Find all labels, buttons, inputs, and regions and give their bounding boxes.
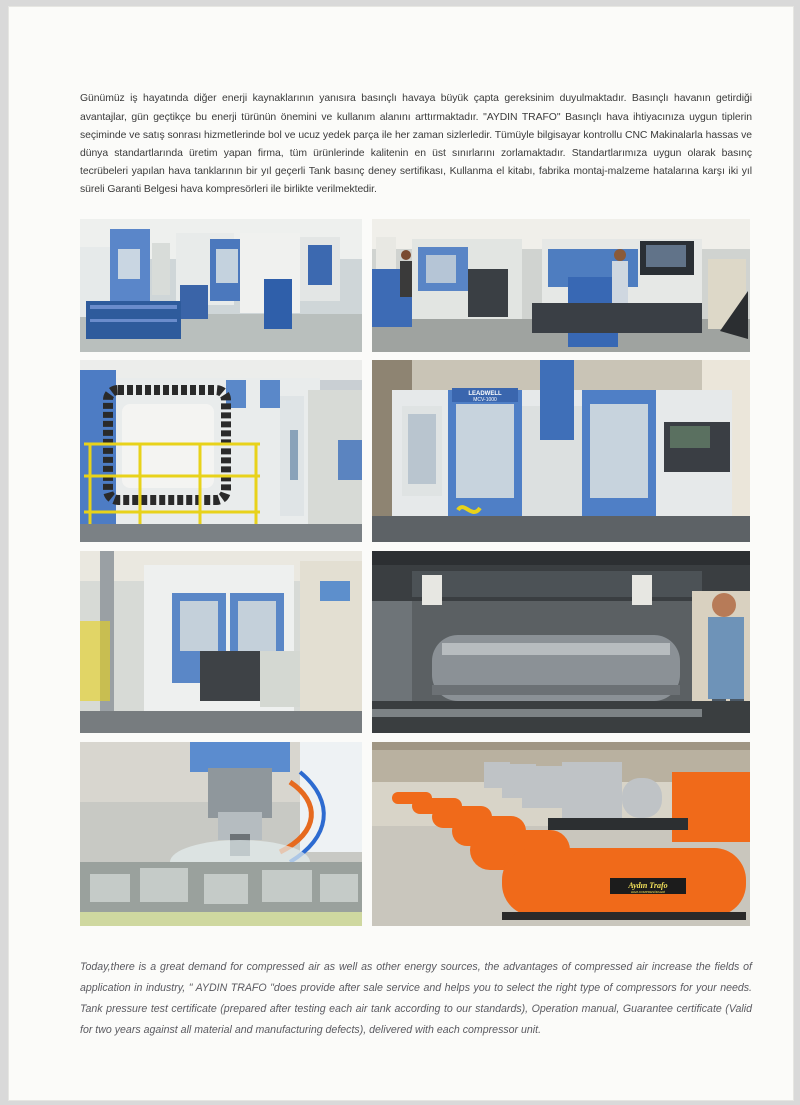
- brochure-page: [8, 6, 794, 1101]
- svg-text:LEADWELL: LEADWELL: [468, 391, 502, 397]
- english-paragraph: Today,there is a great demand for compressed air as well as other energy sources, the advantages of compressed air increase the fields of application in industry, " AYDIN TRAFO "does provide after sale service and helps you to select the right type of compressors for your needs. Tank pressure test certificate (prepared after testing each air tank according to our standards), Operation manual, Guarantee certificate (Valid for two years against all material and manufacturing defects), delivered with each compressor unit.: [80, 960, 752, 1037]
- svg-text:MCV-1000: MCV-1000: [473, 397, 497, 403]
- photo-leadwell-machining-center: [372, 360, 750, 542]
- photo-tank-welding: [372, 551, 750, 733]
- photo-cnc-machines-left: [80, 219, 362, 352]
- photo-machining-center-railing: [80, 360, 362, 542]
- brand-logo-subtext: HAVA KOMPRESÖRLERİ: [630, 890, 666, 894]
- photo-spindle-machining: [80, 742, 362, 926]
- photo-enclosed-machine: [80, 551, 362, 733]
- photo-compressor-row: [372, 742, 750, 926]
- turkish-paragraph: Günümüz iş hayatında diğer enerji kaynaklarının yanısıra basınçlı havaya büyük çapta gereksinim duyulmaktadır. Basınçlı havanın getirdiği avantajlar, gün geçtikçe bu enerji türünün önemini ve kullanım alanını arttırmaktadır. "AYDIN TRAFO" Basınçlı hava ihtiyacınıza uygun tiplerin seçiminde ve satış sonrası hizmetlerinde bol ve ucuz yedek parça ile her zaman sizlerledir. Tümüyle bilgisayar kontrollu CNC Makinalarla hassas ve dünya standartlarında üretim yapan firma, tüm ürünlerinde kalitenin en üst sınırlarını zorlamaktadır. Standartlarımıza uygun olarak basınç tecrübeleri yapılan hava tanklarının bir yıl geçerli Tank basınç deney sertifikası, Kullanma el kitabı, fabrika montaj-malzeme hatalarına karşı iki yıl süreli Garanti Belgesi hava kompresörleri ile birlikte verilmektedir.: [80, 93, 752, 196]
- photo-cnc-lathes-workers: [372, 219, 750, 352]
- brand-logo: Aydın Trafo: [628, 881, 668, 890]
